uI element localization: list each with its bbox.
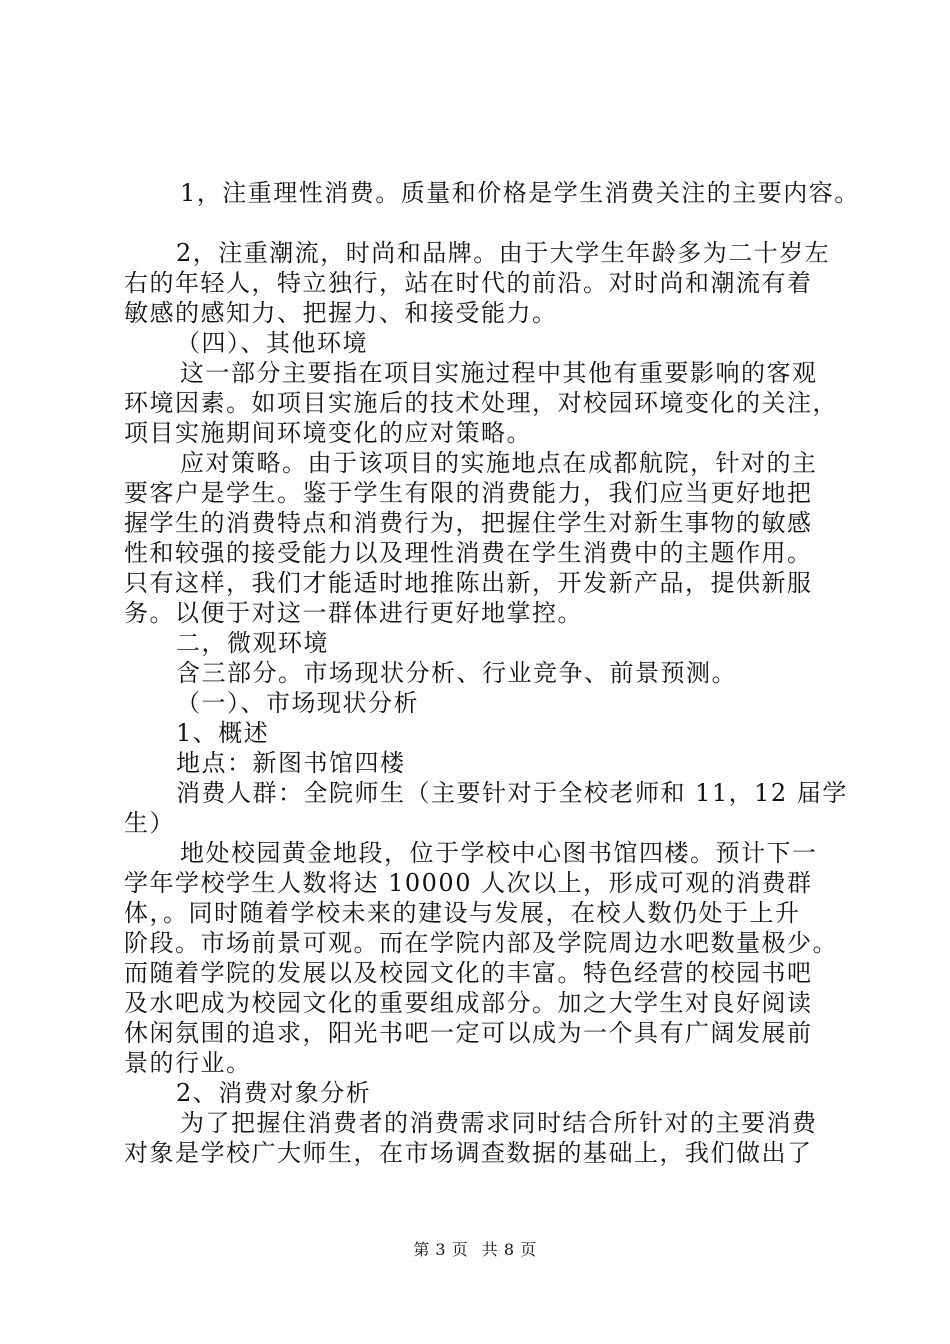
page-number: 第 3 页 <box>413 1240 469 1259</box>
page-footer <box>0 1240 950 1260</box>
paragraph-line: 项目实施期间环境变化的应对策略。 <box>124 419 532 447</box>
paragraph-line: 地点：新图书馆四楼 <box>176 749 406 777</box>
paragraph-line: 2，注重潮流，时尚和品牌。由于大学生年龄多为二十岁左 <box>176 239 831 267</box>
paragraph-line: 握学生的消费特点和消费行为，把握住学生对新生事物的敏感 <box>124 509 813 537</box>
paragraph-line: 1，注重理性消费。质量和价格是学生消费关注的主要内容。 <box>180 179 860 207</box>
paragraph-line: 右的年轻人，特立独行，站在时代的前沿。对时尚和潮流有着 <box>124 269 813 297</box>
paragraph-line: 及水吧成为校园文化的重要组成部分。加之大学生对良好阅读 <box>124 989 813 1017</box>
paragraph-line: 为了把握住消费者的消费需求同时结合所针对的主要消费 <box>180 1109 818 1137</box>
paragraph-line: 生） <box>124 809 175 837</box>
paragraph-line: 体，。同时随着学校未来的建设与发展，在校人数仍处于上升 <box>124 899 801 927</box>
paragraph-line: 而随着学院的发展以及校园文化的丰富。特色经营的校园书吧 <box>124 959 813 987</box>
section-heading: 2、消费对象分析 <box>176 1079 372 1107</box>
section-heading: 二，微观环境 <box>176 629 329 657</box>
paragraph-line: 阶段。市场前景可观。而在学院内部及学院周边水吧数量极少。 <box>124 929 838 957</box>
paragraph-line: 环境因素。如项目实施后的技术处理，对校园环境变化的关注， <box>124 389 838 417</box>
paragraph-line: 地处校园黄金地段，位于学校中心图书馆四楼。预计下一 <box>180 839 818 867</box>
paragraph-line: 应对策略。由于该项目的实施地点在成都航院，针对的主 <box>180 449 818 477</box>
paragraph-line: 含三部分。市场现状分析、行业竞争、前景预测。 <box>176 659 737 687</box>
paragraph-line: 景的行业。 <box>124 1049 252 1077</box>
section-heading: （一）、市场现状分析 <box>176 689 419 717</box>
paragraph-line: 性和较强的接受能力以及理性消费在学生消费中的主题作用。 <box>124 539 813 567</box>
paragraph-line: 这一部分主要指在项目实施过程中其他有重要影响的客观 <box>180 359 818 387</box>
paragraph-line: 务。以便于对这一群体进行更好地掌控。 <box>124 599 583 627</box>
page-total: 共 8 页 <box>481 1240 537 1259</box>
paragraph-line: 只有这样，我们才能适时地推陈出新，开发新产品，提供新服 <box>124 569 813 597</box>
section-heading: （四）、其他环境 <box>176 329 368 357</box>
paragraph-line: 要客户是学生。鉴于学生有限的消费能力，我们应当更好地把 <box>124 479 813 507</box>
paragraph-line: 消费人群：全院师生（主要针对于全校老师和 11，12 届学 <box>176 779 848 807</box>
section-heading: 1、概述 <box>176 719 270 747</box>
paragraph-line: 休闲氛围的追求，阳光书吧一定可以成为一个具有广阔发展前 <box>124 1019 813 1047</box>
paragraph-line: 学年学校学生人数将达 10000 人次以上，形成可观的消费群 <box>124 869 813 897</box>
paragraph-line: 敏感的感知力、把握力、和接受能力。 <box>124 299 558 327</box>
paragraph-line: 对象是学校广大师生，在市场调查数据的基础上，我们做出了 <box>124 1139 813 1167</box>
